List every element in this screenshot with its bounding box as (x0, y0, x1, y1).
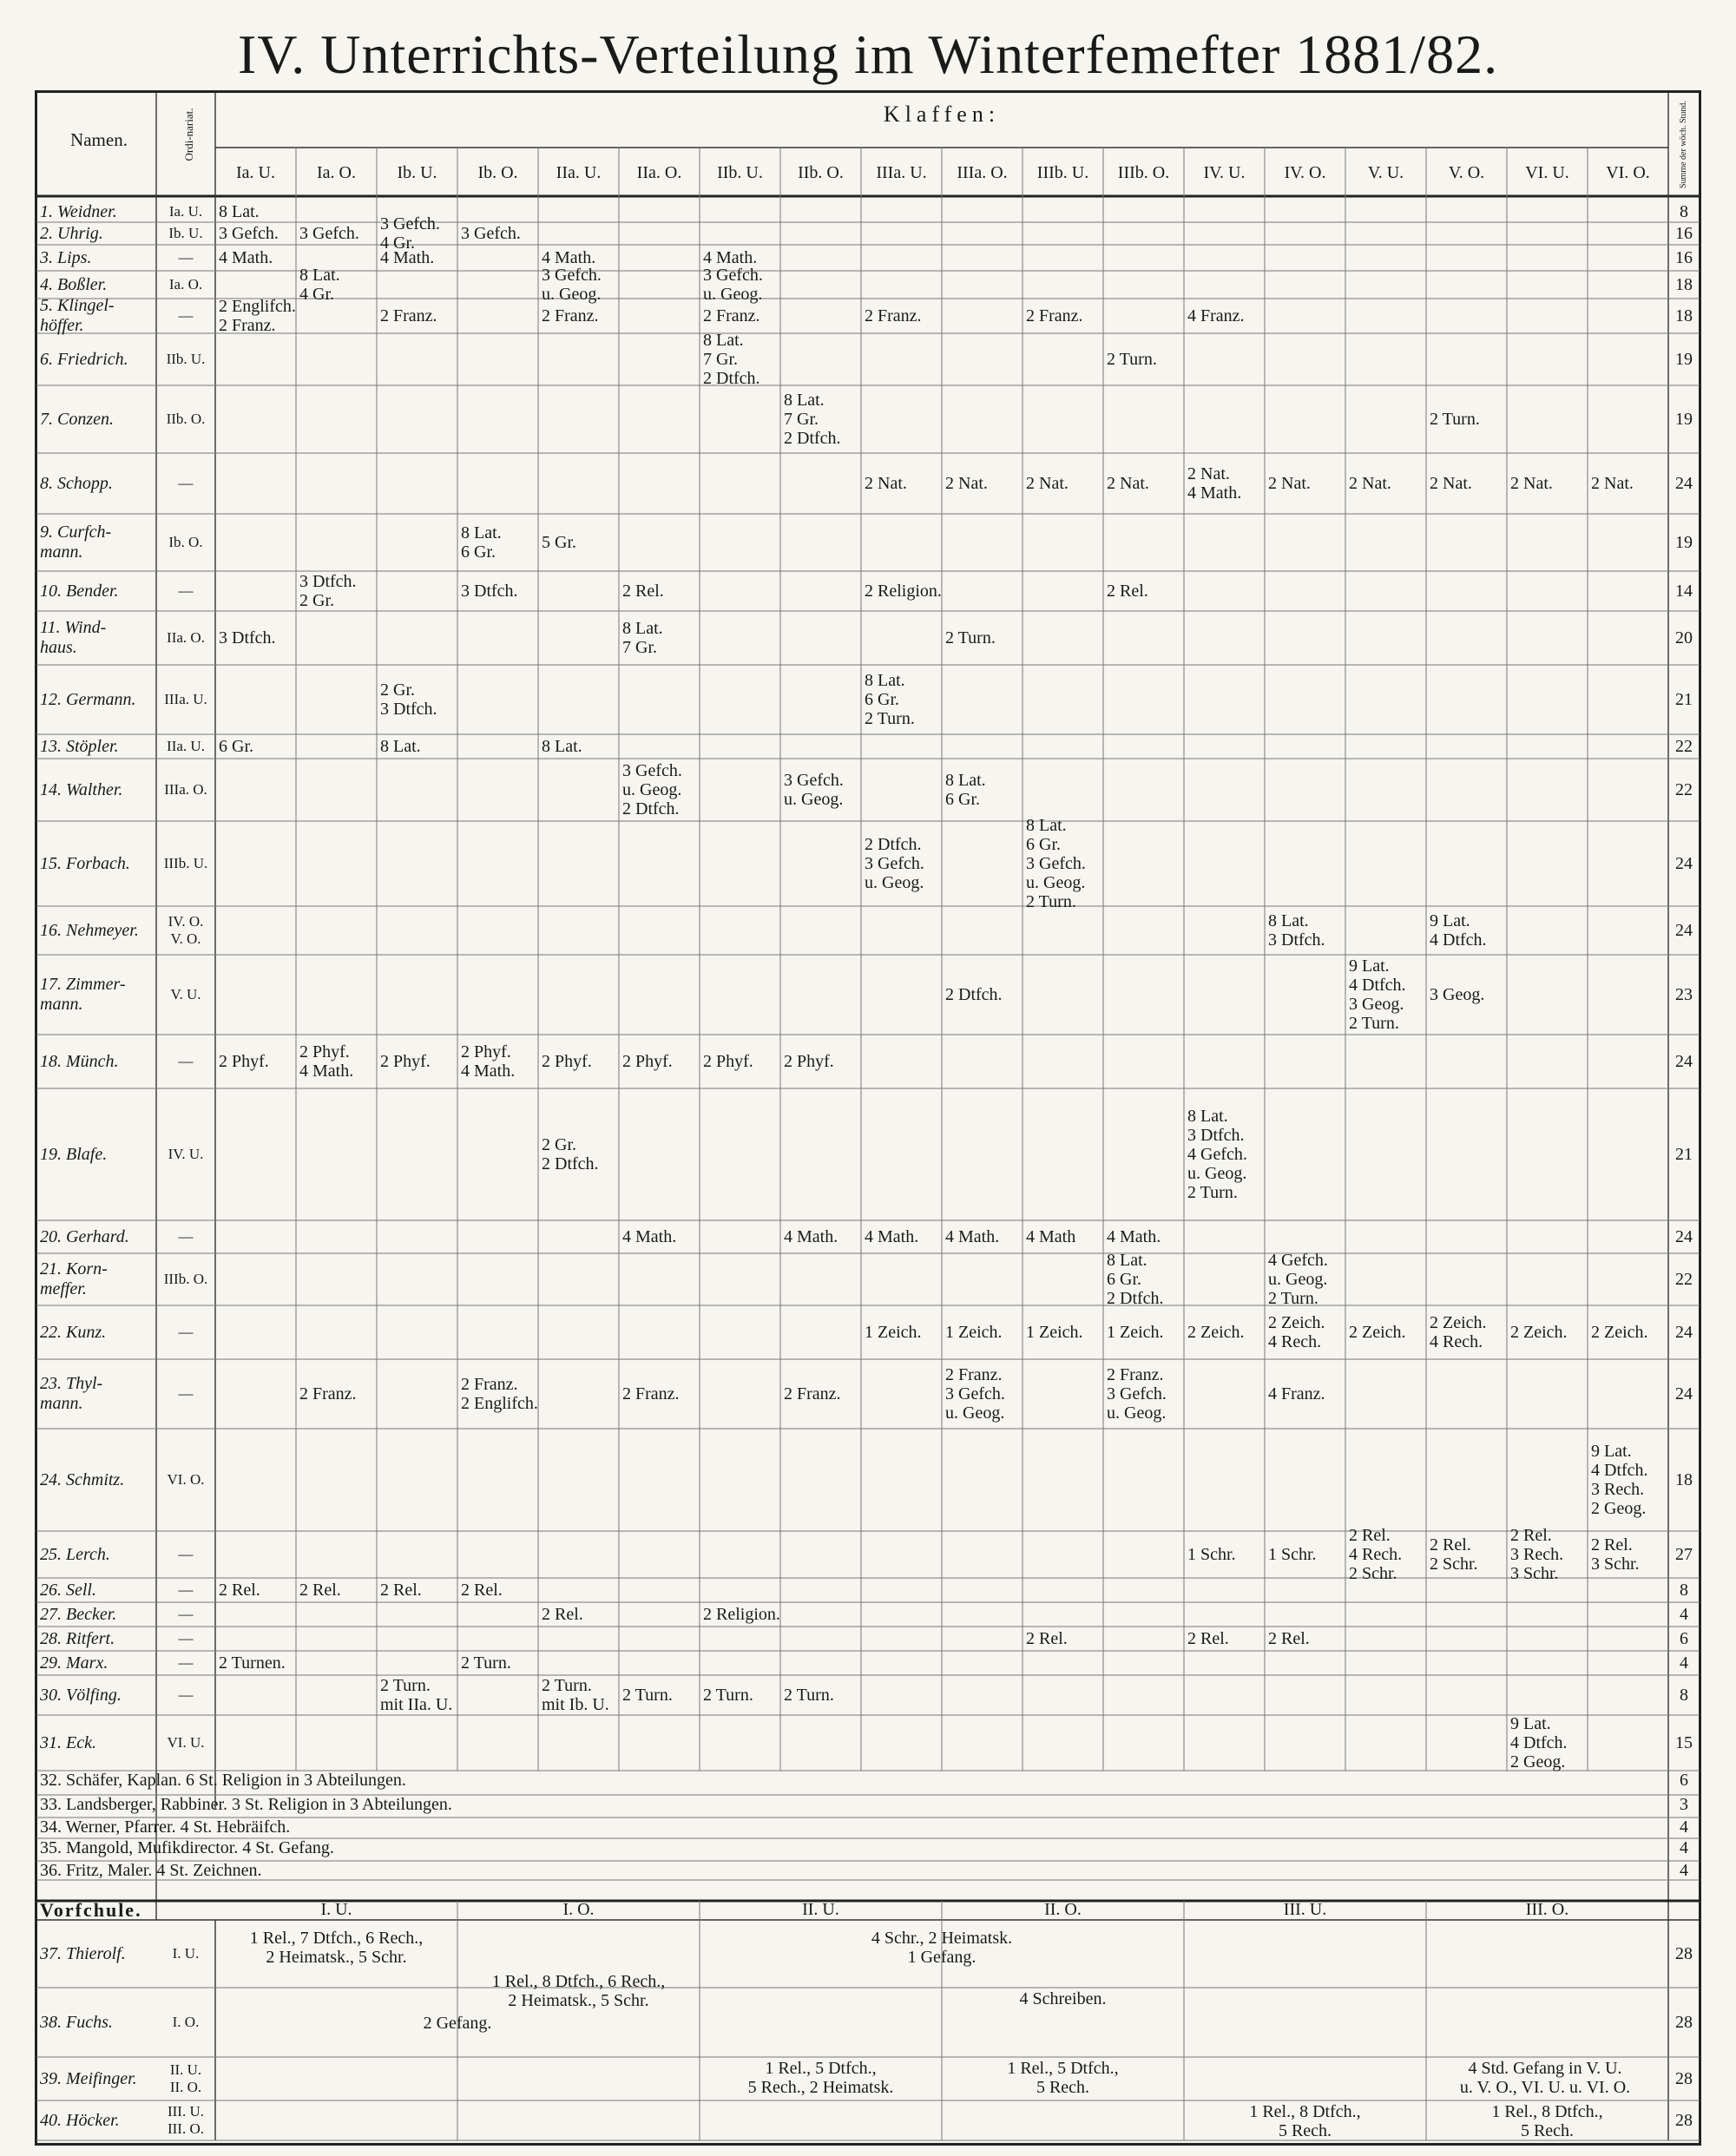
teacher-name: 9. Curfch- mann. (40, 523, 112, 562)
schedule-cell: 2 Nat. (1268, 474, 1311, 493)
schedule-cell: 8 Lat. 7 Gr. (622, 619, 663, 657)
weekly-sum: 14 (1675, 581, 1693, 601)
schedule-cell: 4 Gefch. u. Geog. 2 Turn. (1268, 1251, 1328, 1308)
misc-row: 32. Schäfer, Kaplan. 6 St. Religion in 3 Abteilungen. (40, 1771, 406, 1790)
ordinariat: — (178, 1385, 194, 1402)
ordinariat: — (178, 249, 194, 266)
ordinariat: IV. O. V. O. (168, 913, 204, 947)
weekly-sum: 18 (1675, 274, 1693, 294)
schedule-cell: 8 Lat. 3 Dtfch. (1268, 911, 1325, 950)
schedule-cell: 2 Rel. (1107, 582, 1148, 601)
schedule-cell: 3 Gefch. (299, 224, 359, 243)
weekly-sum: 28 (1675, 2068, 1693, 2088)
schedule-cell: 2 Rel. (299, 1581, 341, 1600)
ordinariat: IIIa. O. (164, 781, 207, 798)
schedule-cell: 9 Lat. 4 Dtfch. 2 Geog. (1510, 1714, 1568, 1771)
schedule-cell: 2 Nat. (1107, 474, 1149, 493)
vorschule-cell: 1 Rel., 5 Dtfch., 5 Rech., 2 Heimatsk. (747, 2059, 894, 2097)
schedule-cell: 2 Turn. (461, 1653, 511, 1673)
teacher-name: 18. Münch. (40, 1051, 119, 1071)
schedule-cell: 2 Franz. (784, 1384, 841, 1403)
schedule-cell: 2 Rel. (1268, 1629, 1310, 1648)
schedule-cell: 4 Math. (542, 248, 596, 267)
schedule-cell: 8 Lat. 7 Gr. 2 Dtfch. (703, 331, 760, 388)
schedule-cell: 2 Zeich. 4 Rech. (1268, 1313, 1325, 1351)
teacher-name: 13. Stöpler. (40, 736, 119, 756)
ordinariat: IIa. O. (167, 629, 205, 646)
weekly-sum: 19 (1675, 349, 1693, 369)
schedule-cell: 1 Zeich. (945, 1323, 1003, 1342)
vorschule-class: III. U. (1283, 1900, 1327, 1919)
ordinariat: — (178, 1053, 194, 1069)
teacher-name: 24. Schmitz. (40, 1469, 125, 1489)
schedule-cell: 1 Zeich. (1107, 1323, 1164, 1342)
weekly-sum: 4 (1680, 1653, 1688, 1673)
misc-row: 34. Werner, Pfarrer. 4 St. Hebräifch. (40, 1817, 291, 1837)
teacher-name: 23. Thyl- mann. (40, 1374, 103, 1413)
weekly-sum: 27 (1675, 1544, 1693, 1564)
schedule-cell: 2 Nat. 4 Math. (1187, 464, 1242, 503)
ordinariat: Ia. U. (168, 203, 203, 220)
teacher-name: 2. Uhrig. (40, 223, 103, 243)
vorschule-cell: 1 Rel., 8 Dtfch., 5 Rech. (1249, 2102, 1361, 2140)
schedule-cell: 2 Zeich. (1510, 1323, 1568, 1342)
weekly-sum: 23 (1675, 984, 1693, 1004)
sum-header: Summe der wöch. Stund. (1679, 101, 1688, 188)
weekly-sum: 4 (1680, 1817, 1688, 1837)
ordinariat: IIIb. U. (163, 855, 208, 871)
schedule-cell: 2 Rel. 3 Rech. 3 Schr. (1510, 1526, 1564, 1583)
ordinariat: — (178, 1606, 194, 1622)
schedule-cell: 8 Lat. (542, 737, 582, 756)
schedule-cell: 2 Nat. (1026, 474, 1069, 493)
ordinariat: V. U. (170, 986, 201, 1002)
schedule-cell: 2 Rel. (219, 1581, 260, 1600)
schedule-cell: 2 Rel. 2 Schr. (1430, 1535, 1478, 1574)
teacher-name: 30. Völfing. (40, 1685, 122, 1705)
schedule-cell: 3 Gefch. (219, 224, 279, 243)
schedule-cell: 2 Nat. (945, 474, 988, 493)
schedule-cell: 2 Rel. (380, 1581, 422, 1600)
schedule-cell: 8 Lat. (219, 202, 260, 221)
ordinariat: III. U. III. O. (167, 2103, 204, 2137)
schedule-cell: 3 Gefch. 4 Gr. (380, 214, 440, 253)
schedule-cell: 2 Nat. (1349, 474, 1391, 493)
schedule-cell: 4 Math (1026, 1227, 1076, 1246)
schedule-cell: 2 Turnen. (219, 1653, 286, 1673)
schedule-cell: 2 Phyf. (542, 1052, 592, 1071)
schedule-cell: 2 Phyf. (784, 1052, 834, 1071)
weekly-sum: 15 (1675, 1732, 1693, 1752)
ordinariat: IIb. O. (166, 411, 206, 427)
class-header: IV. O. (1284, 163, 1326, 182)
vorschule-cell: 1 Rel., 8 Dtfch., 5 Rech. (1491, 2102, 1603, 2140)
schedule-cell: 2 Rel. 4 Rech. 2 Schr. (1349, 1526, 1403, 1583)
schedule-cell: 8 Lat. 4 Gr. (299, 266, 340, 304)
schedule-cell: 3 Dtfch. (219, 628, 276, 647)
schedule-cell: 8 Lat. 3 Dtfch. 4 Gefch. u. Geog. 2 Turn. (1187, 1107, 1247, 1202)
vorschule-cell: 4 Std. Gefang in V. U. u. V. O., VI. U. u. VI. O. (1459, 2059, 1631, 2097)
schedule-cell: 2 Phyf. 4 Math. (461, 1042, 516, 1081)
class-header: IV. U. (1203, 163, 1246, 182)
ordinariat: — (178, 307, 194, 324)
weekly-sum: 8 (1680, 201, 1688, 221)
class-header: IIIb. U. (1036, 163, 1089, 182)
teacher-name: 6. Friedrich. (40, 349, 128, 369)
misc-row: 33. Landsberger, Rabbiner. 3 St. Religion in 3 Abteilungen. (40, 1795, 452, 1814)
teacher-name: 16. Nehmeyer. (40, 920, 139, 940)
vorschule-class: II. U. (802, 1900, 839, 1919)
schedule-cell: 2 Phyf. (219, 1052, 269, 1071)
ordinariat: — (178, 1686, 194, 1703)
schedule-cell: 2 Rel. (542, 1605, 583, 1624)
weekly-sum: 3 (1680, 1795, 1688, 1814)
teacher-name: 14. Walther. (40, 779, 123, 799)
vorschule-cell: 4 Schreiben. (1019, 1989, 1107, 2008)
vorschule-label: Vorfchule. (40, 1899, 142, 1921)
teacher-name: 29. Marx. (40, 1653, 108, 1673)
ordinariat: — (178, 475, 194, 491)
schedule-cell: 2 Turn. (945, 628, 996, 647)
ordinariat: Ib. O. (168, 534, 203, 550)
teacher-name: 19. Blafe. (40, 1144, 108, 1164)
schedule-cell: 2 Zeich. (1349, 1323, 1406, 1342)
schedule-cell: 2 Zeich. 4 Rech. (1430, 1313, 1487, 1351)
class-header: IIIa. O. (957, 163, 1008, 182)
teacher-name: 39. Meifinger. (40, 2068, 137, 2088)
schedule-cell: 2 Dtfch. 3 Gefch. u. Geog. (865, 835, 924, 892)
teacher-name: 27. Becker. (40, 1604, 117, 1624)
weekly-sum: 8 (1680, 1580, 1688, 1600)
schedule-cell: 2 Franz. (1026, 306, 1083, 325)
weekly-sum: 18 (1675, 306, 1693, 325)
weekly-sum: 24 (1675, 920, 1693, 940)
schedule-cell: 4 Math. (784, 1227, 838, 1246)
teacher-name: 38. Fuchs. (40, 2012, 113, 2032)
klassen-header: Klaffen: (883, 102, 1001, 127)
vorschule-cell: 2 Gefang. (423, 2014, 492, 2033)
teacher-name: 25. Lerch. (40, 1544, 110, 1564)
weekly-sum: 16 (1675, 247, 1693, 267)
teacher-name: 22. Kunz. (40, 1322, 107, 1342)
teacher-name: 37. Thierolf. (40, 1943, 126, 1963)
weekly-sum: 20 (1675, 628, 1693, 647)
weekly-sum: 16 (1675, 223, 1693, 243)
schedule-cell: 1 Zeich. (1026, 1323, 1083, 1342)
weekly-sum: 24 (1675, 1384, 1693, 1403)
schedule-cell: 2 Phyf. (380, 1052, 431, 1071)
weekly-sum: 4 (1680, 1861, 1688, 1880)
schedule-cell: 3 Gefch. u. Geog. (703, 266, 763, 304)
schedule-cell: 3 Dtfch. 2 Gr. (299, 572, 357, 610)
ordinariat: I. O. (172, 2014, 200, 2030)
schedule-cell: 2 Rel. 3 Schr. (1591, 1535, 1640, 1574)
schedule-cell: 2 Turn. (622, 1686, 673, 1705)
teacher-name: 1. Weidner. (40, 201, 117, 221)
ordinariat: VI. O. (167, 1471, 205, 1488)
schedule-cell: 8 Lat. (380, 737, 421, 756)
ordinariat: — (178, 1324, 194, 1340)
teacher-name: 8. Schopp. (40, 473, 113, 493)
vorschule-cell: 1 Rel., 7 Dtfch., 6 Rech., 2 Heimatsk., 5 Schr. (249, 1929, 424, 1967)
ordinariat: IIIb. O. (163, 1271, 208, 1287)
schedule-cell: 2 Gr. 3 Dtfch. (380, 680, 437, 719)
teacher-name: 21. Korn- meffer. (40, 1259, 108, 1298)
schedule-cell: 2 Nat. (1430, 474, 1472, 493)
schedule-cell: 4 Math. (380, 248, 435, 267)
schedule-cell: 4 Math. (703, 248, 758, 267)
schedule-cell: 2 Rel. (461, 1581, 503, 1600)
class-header: Ia. O. (317, 163, 356, 182)
schedule-cell: 2 Franz. 3 Gefch. u. Geog. (1107, 1365, 1167, 1423)
schedule-cell: 1 Zeich. (865, 1323, 922, 1342)
class-header: VI. O. (1606, 163, 1650, 182)
ordinariat: — (178, 1654, 194, 1671)
schedule-cell: 1 Schr. (1187, 1545, 1236, 1564)
weekly-sum: 6 (1680, 1771, 1688, 1790)
vorschule-class: I. U. (320, 1900, 352, 1919)
schedule-cell: 4 Franz. (1268, 1384, 1325, 1403)
schedule-cell: 2 Phyf. 4 Math. (299, 1042, 354, 1081)
schedule-cell: 2 Franz. (299, 1384, 357, 1403)
schedule-cell: 2 Zeich. (1187, 1323, 1245, 1342)
ordinariat: — (178, 1630, 194, 1647)
page-title: IV. Unterrichts-Verteilung im Winterfemefter 1881/82. (237, 23, 1499, 85)
teacher-name: 20. Gerhard. (40, 1226, 129, 1246)
weekly-sum: 21 (1675, 1144, 1693, 1164)
schedule-cell: 2 Phyf. (622, 1052, 673, 1071)
weekly-sum: 19 (1675, 532, 1693, 552)
schedule-cell: 4 Math. (622, 1227, 677, 1246)
schedule-cell: 8 Lat. 7 Gr. 2 Dtfch. (784, 391, 841, 448)
schedule-cell: 3 Gefch. u. Geog. 2 Dtfch. (622, 761, 682, 818)
weekly-sum: 28 (1675, 2012, 1693, 2032)
ordinariat: IIa. U. (167, 738, 205, 754)
schedule-cell: 3 Dtfch. (461, 582, 518, 601)
schedule-cell: 2 Religion. (703, 1605, 780, 1624)
schedule-cell: 5 Gr. (542, 533, 576, 552)
schedule-cell: 3 Geog. (1430, 985, 1485, 1004)
vorschule-cell: 1 Rel., 5 Dtfch., 5 Rech. (1007, 2059, 1119, 2097)
weekly-sum: 22 (1675, 779, 1693, 799)
names-header: Namen. (70, 129, 128, 150)
schedule-cell: 2 Nat. (1591, 474, 1634, 493)
schedule-cell: 2 Rel. (1026, 1629, 1068, 1648)
ordinariat: VI. U. (167, 1734, 205, 1751)
class-header: V. O. (1448, 163, 1485, 182)
class-header: Ia. U. (236, 163, 275, 182)
vorschule-cell: 1 Rel., 8 Dtfch., 6 Rech., 2 Heimatsk., 5 Schr. (491, 1972, 666, 2010)
schedule-cell: 2 Franz. 2 Englifch. (461, 1375, 538, 1413)
schedule-cell: 2 Franz. (542, 306, 599, 325)
schedule-cell: 2 Franz. (622, 1384, 680, 1403)
teacher-name: 10. Bender. (40, 581, 119, 601)
schedule-cell: 2 Turn. (703, 1686, 753, 1705)
schedule-cell: 8 Lat. 6 Gr. (945, 771, 986, 809)
schedule-cell: 2 Turn. (1430, 410, 1480, 429)
ordinariat: — (178, 1228, 194, 1245)
schedule-cell: 9 Lat. 4 Dtfch. 3 Rech. 2 Geog. (1591, 1442, 1648, 1518)
schedule-cell: 4 Math. (865, 1227, 919, 1246)
weekly-sum: 22 (1675, 736, 1693, 756)
schedule-cell: 1 Schr. (1268, 1545, 1317, 1564)
schedule-cell: 9 Lat. 4 Dtfch. 3 Geog. 2 Turn. (1349, 956, 1406, 1033)
ordinariat: — (178, 1581, 194, 1598)
schedule-cell: 2 Gr. 2 Dtfch. (542, 1135, 599, 1173)
ordinariat: IIIa. U. (164, 691, 207, 707)
misc-row: 35. Mangold, Mufikdirector. 4 St. Gefang. (40, 1838, 334, 1857)
teacher-name: 4. Boßler. (40, 274, 108, 294)
ordinariat: — (178, 582, 194, 599)
weekly-sum: 19 (1675, 409, 1693, 429)
teacher-name: 11. Wind- haus. (40, 618, 107, 657)
teacher-name: 7. Conzen. (40, 409, 114, 429)
schedule-cell: 2 Religion. (865, 582, 942, 601)
weekly-sum: 18 (1675, 1469, 1693, 1489)
schedule-cell: 4 Math. (1107, 1227, 1161, 1246)
class-header: VI. U. (1525, 163, 1569, 182)
teacher-name: 31. Eck. (40, 1732, 96, 1752)
ordinariat-header: Ordi-nariat. (182, 108, 195, 161)
weekly-sum: 8 (1680, 1685, 1688, 1705)
weekly-sum: 6 (1680, 1628, 1688, 1648)
schedule-cell: 3 Gefch. u. Geog. (784, 771, 844, 809)
class-header: IIIb. O. (1117, 163, 1170, 182)
schedule-cell: 6 Gr. (219, 737, 253, 756)
class-header: IIa. O. (636, 163, 682, 182)
vorschule-class: II. O. (1044, 1900, 1082, 1919)
weekly-sum: 24 (1675, 473, 1693, 493)
class-header: V. U. (1367, 163, 1404, 182)
schedule-cell: 2 Franz. (865, 306, 922, 325)
schedule-cell: 2 Franz. (703, 306, 760, 325)
schedule-cell: 8 Lat. 6 Gr. 3 Gefch. u. Geog. 2 Turn. (1026, 816, 1086, 911)
teacher-name: 3. Lips. (40, 247, 92, 267)
teacher-name: 15. Forbach. (40, 853, 130, 873)
ordinariat: II. U. II. O. (169, 2061, 202, 2095)
schedule-cell: 3 Gefch. u. Geog. (542, 266, 602, 304)
misc-row: 36. Fritz, Maler. 4 St. Zeichnen. (40, 1861, 262, 1880)
schedule-cell: 2 Englifch. 2 Franz. (219, 297, 296, 335)
teacher-name: 5. Klingel- höffer. (40, 296, 115, 335)
weekly-sum: 24 (1675, 1226, 1693, 1246)
schedule-cell: 2 Dtfch. (945, 985, 1003, 1004)
schedule-cell: 2 Franz. 3 Gefch. u. Geog. (945, 1365, 1005, 1423)
class-header: IIa. U. (556, 163, 602, 182)
class-header: IIb. O. (798, 163, 844, 182)
teacher-name: 40. Höcker. (40, 2110, 120, 2130)
ordinariat: I. U. (172, 1945, 200, 1962)
schedule-cell: 4 Math. (945, 1227, 1000, 1246)
schedule-cell: 2 Nat. (865, 474, 907, 493)
weekly-sum: 28 (1675, 2110, 1693, 2130)
weekly-sum: 4 (1680, 1604, 1688, 1624)
class-header: Ib. U. (397, 163, 437, 182)
ordinariat: Ib. U. (168, 225, 203, 241)
schedule-cell: 2 Rel. (622, 582, 664, 601)
schedule-cell: 4 Franz. (1187, 306, 1245, 325)
schedule-cell: 2 Turn. mit IIa. U. (380, 1676, 453, 1714)
ordinariat: IV. U. (168, 1146, 204, 1162)
schedule-cell: 2 Nat. (1510, 474, 1553, 493)
schedule-cell: 3 Gefch. (461, 224, 521, 243)
schedule-cell: 4 Math. (219, 248, 273, 267)
class-header: IIIa. U. (876, 163, 927, 182)
ordinariat: Ia. O. (168, 276, 203, 293)
vorschule-class: I. O. (562, 1900, 595, 1919)
schedule-cell: 9 Lat. 4 Dtfch. (1430, 911, 1487, 950)
teacher-name: 28. Ritfert. (40, 1628, 115, 1648)
weekly-sum: 28 (1675, 1943, 1693, 1963)
schedule-cell: 8 Lat. 6 Gr. (461, 523, 502, 562)
vorschule-class: III. O. (1525, 1900, 1569, 1919)
class-header: IIb. U. (717, 163, 763, 182)
weekly-sum: 21 (1675, 689, 1693, 709)
schedule-cell: 2 Zeich. (1591, 1323, 1648, 1342)
weekly-sum: 24 (1675, 1322, 1693, 1342)
weekly-sum: 4 (1680, 1838, 1688, 1857)
teacher-name: 17. Zimmer- mann. (40, 975, 126, 1014)
ordinariat: — (178, 1546, 194, 1562)
schedule-cell: 2 Turn. (1107, 350, 1157, 369)
vorschule-cell: 4 Schr., 2 Heimatsk. 1 Gefang. (871, 1929, 1013, 1967)
schedule-cell: 2 Turn. mit Ib. U. (542, 1676, 609, 1714)
schedule-cell: 2 Rel. (1187, 1629, 1229, 1648)
ordinariat: IIb. U. (166, 351, 206, 367)
schedule-cell: 2 Turn. (784, 1686, 834, 1705)
schedule-cell: 8 Lat. 6 Gr. 2 Turn. (865, 671, 915, 728)
schedule-cell: 2 Franz. (380, 306, 437, 325)
class-header: Ib. O. (477, 163, 518, 182)
teacher-name: 26. Sell. (40, 1580, 96, 1600)
weekly-sum: 24 (1675, 853, 1693, 873)
schedule-cell: 8 Lat. 6 Gr. 2 Dtfch. (1107, 1251, 1164, 1308)
weekly-sum: 22 (1675, 1269, 1693, 1289)
weekly-sum: 24 (1675, 1051, 1693, 1071)
teacher-name: 12. Germann. (40, 689, 136, 709)
schedule-cell: 2 Phyf. (703, 1052, 753, 1071)
